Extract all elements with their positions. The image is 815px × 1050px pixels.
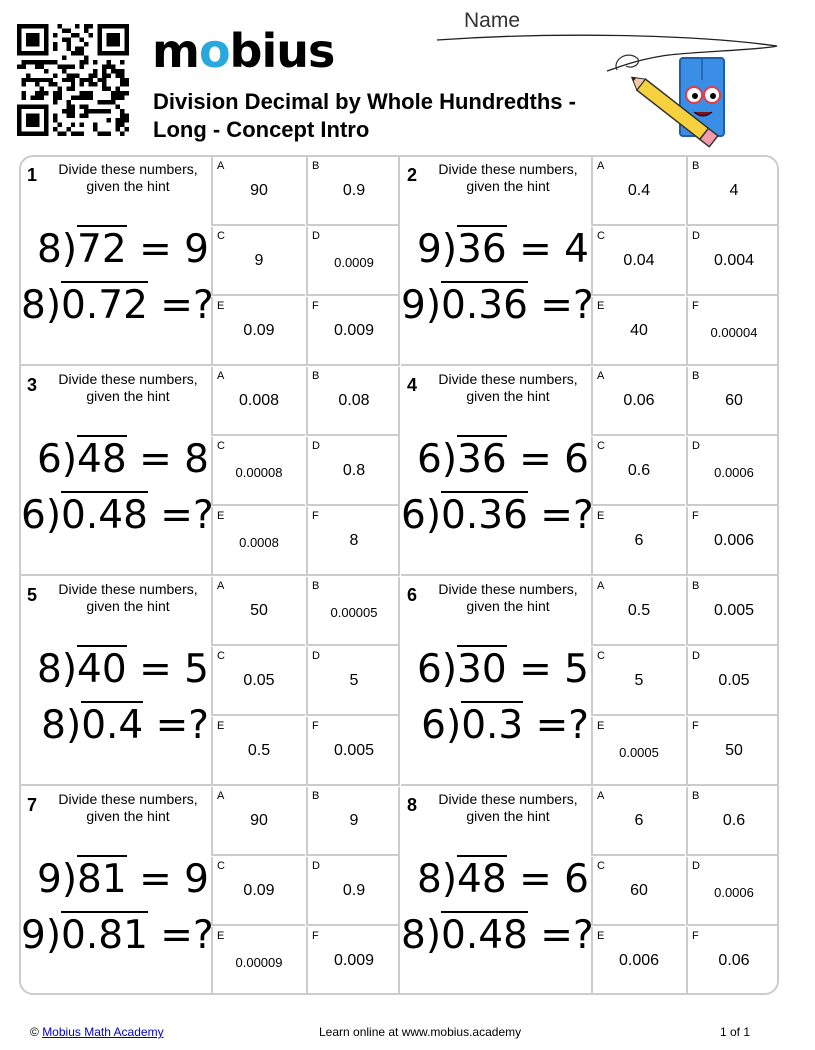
answer-option-d[interactable] xyxy=(306,857,400,926)
problem-1 xyxy=(21,157,400,366)
hint-result: 6 xyxy=(564,857,589,902)
option-value: 0.00005 xyxy=(330,605,378,620)
question-divisor: 6 xyxy=(421,703,446,748)
option-value: 0.9 xyxy=(342,182,366,199)
option-letter: C xyxy=(217,860,225,872)
option-value: 0.0005 xyxy=(619,745,659,760)
option-letter: A xyxy=(597,160,605,172)
option-value: 4 xyxy=(729,182,739,199)
problem-instruction: Divide these numbers, given the hint xyxy=(58,581,198,614)
option-value: 0.00008 xyxy=(235,465,283,480)
hint-divisor: 9 xyxy=(417,227,442,272)
answer-option-e[interactable] xyxy=(211,297,305,366)
option-value: 0.005 xyxy=(713,602,755,619)
problem-8 xyxy=(401,787,779,995)
hint-result: 9 xyxy=(184,857,209,902)
option-letter: F xyxy=(692,930,699,942)
problem-instruction: Divide these numbers, given the hint xyxy=(438,791,578,824)
option-letter: E xyxy=(597,720,605,732)
logo-accent-o: o xyxy=(198,24,230,78)
option-letter: C xyxy=(597,440,605,452)
answer-option-e[interactable] xyxy=(211,927,305,995)
hint-dividend: 48 xyxy=(457,857,507,902)
option-letter: A xyxy=(217,790,225,802)
hint-dividend: 72 xyxy=(77,227,127,272)
question-dividend: 0.36 xyxy=(441,283,528,328)
answer-option-a[interactable] xyxy=(591,157,685,226)
option-value: 0.00009 xyxy=(235,955,283,970)
option-letter: B xyxy=(312,580,320,592)
answer-option-a[interactable] xyxy=(591,367,685,436)
hint-divisor: 8 xyxy=(37,647,62,692)
option-value: 0.06 xyxy=(718,952,750,969)
option-value: 50 xyxy=(725,742,743,759)
option-letter: B xyxy=(692,580,700,592)
page-number: 1 of 1 xyxy=(720,1025,751,1039)
answer-option-f[interactable] xyxy=(686,927,779,995)
answer-option-e[interactable] xyxy=(591,297,685,366)
problem-number: 3 xyxy=(27,375,38,395)
answer-option-a[interactable] xyxy=(211,367,305,436)
answer-option-d[interactable] xyxy=(306,227,400,296)
hint-divisor: 6 xyxy=(37,437,62,482)
answer-option-b[interactable] xyxy=(306,157,400,226)
answer-option-f[interactable] xyxy=(306,507,400,576)
problem-5 xyxy=(21,577,400,786)
answer-options xyxy=(591,787,779,995)
mascot-pencil-icon xyxy=(612,40,737,155)
answer-option-e[interactable] xyxy=(591,507,685,576)
hint-equation: 8)40 = 5 xyxy=(37,647,209,692)
hint-divisor: 8 xyxy=(417,857,442,902)
answer-option-d[interactable] xyxy=(306,437,400,506)
question-result: ? xyxy=(192,493,214,538)
answer-option-c[interactable] xyxy=(591,857,685,926)
hint-result: 9 xyxy=(184,227,209,272)
mobius-academy-link[interactable]: Mobius Math Academy xyxy=(42,1025,164,1039)
option-letter: A xyxy=(217,160,225,172)
answer-option-d[interactable] xyxy=(686,437,779,506)
option-value: 60 xyxy=(725,392,743,409)
question-equation: 6)0.48 =? xyxy=(21,493,214,538)
question-equation: 6)0.36 =? xyxy=(401,493,594,538)
hint-divisor: 9 xyxy=(37,857,62,902)
option-letter: B xyxy=(692,370,700,382)
question-dividend: 0.3 xyxy=(461,703,524,748)
option-value: 40 xyxy=(630,322,648,339)
hint-dividend: 36 xyxy=(457,437,507,482)
option-value: 0.8 xyxy=(342,462,366,479)
option-value: 0.09 xyxy=(243,882,275,899)
option-value: 0.6 xyxy=(627,462,651,479)
hint-divisor: 6 xyxy=(417,647,442,692)
hint-dividend: 40 xyxy=(77,647,127,692)
option-letter: F xyxy=(692,300,699,312)
answer-option-c[interactable] xyxy=(211,437,305,506)
option-letter: F xyxy=(312,930,319,942)
problem-number: 7 xyxy=(27,795,38,815)
hint-result: 4 xyxy=(564,227,589,272)
problem-instruction: Divide these numbers, given the hint xyxy=(438,161,578,194)
question-dividend: 0.48 xyxy=(61,493,148,538)
option-letter: A xyxy=(597,580,605,592)
option-letter: C xyxy=(217,650,225,662)
option-value: 0.9 xyxy=(342,882,366,899)
question-equation: 9)0.81 =? xyxy=(21,913,214,958)
option-value: 0.5 xyxy=(247,742,271,759)
option-letter: E xyxy=(217,930,225,942)
question-result: ? xyxy=(568,703,589,748)
problem-6 xyxy=(401,577,779,786)
question-result: ? xyxy=(192,913,214,958)
option-letter: B xyxy=(312,790,320,802)
option-letter: D xyxy=(692,440,700,452)
answer-option-d[interactable] xyxy=(306,647,400,716)
answer-option-a[interactable] xyxy=(211,577,305,646)
answer-option-e[interactable] xyxy=(591,927,685,995)
name-label: Name xyxy=(464,9,521,32)
footer-learn-online: Learn online at www.mobius.academy xyxy=(319,1025,522,1039)
option-value: 0.05 xyxy=(718,672,750,689)
answer-option-b[interactable] xyxy=(686,367,779,436)
option-value: 0.06 xyxy=(623,392,655,409)
answer-option-f[interactable] xyxy=(306,927,400,995)
problem-instruction: Divide these numbers, given the hint xyxy=(58,371,198,404)
question-dividend: 0.72 xyxy=(61,283,148,328)
hint-dividend: 48 xyxy=(77,437,127,482)
hint-dividend: 36 xyxy=(457,227,507,272)
question-divisor: 8 xyxy=(21,283,46,328)
option-letter: B xyxy=(312,160,320,172)
mobius-logo xyxy=(152,26,334,76)
problem-7 xyxy=(21,787,400,995)
option-letter: E xyxy=(597,510,605,522)
hint-equation: 9)36 = 4 xyxy=(417,227,589,272)
option-value: 0.009 xyxy=(333,322,375,339)
option-value: 90 xyxy=(250,182,268,199)
option-value: 0.0006 xyxy=(714,885,754,900)
question-equation: 8)0.4 =? xyxy=(41,703,209,748)
question-result: ? xyxy=(192,283,214,328)
option-letter: E xyxy=(217,720,225,732)
answer-options xyxy=(211,577,400,786)
answer-option-e[interactable] xyxy=(211,507,305,576)
hint-equation: 6)36 = 6 xyxy=(417,437,589,482)
answer-option-e[interactable] xyxy=(591,717,685,786)
option-letter: D xyxy=(692,860,700,872)
option-letter: A xyxy=(217,580,225,592)
copyright-symbol: © xyxy=(30,1025,39,1039)
worksheet-title xyxy=(153,88,653,144)
problem-2 xyxy=(401,157,779,366)
hint-equation: 8)48 = 6 xyxy=(417,857,589,902)
option-letter: C xyxy=(597,860,605,872)
hint-equation: 9)81 = 9 xyxy=(37,857,209,902)
option-value: 0.009 xyxy=(333,952,375,969)
option-value: 0.00004 xyxy=(710,325,758,340)
option-letter: C xyxy=(597,230,605,242)
option-letter: B xyxy=(312,370,320,382)
answer-option-c[interactable] xyxy=(591,647,685,716)
question-divisor: 9 xyxy=(21,913,46,958)
question-divisor: 9 xyxy=(401,283,426,328)
answer-option-c[interactable] xyxy=(211,857,305,926)
option-letter: D xyxy=(692,650,700,662)
answer-option-c[interactable] xyxy=(211,647,305,716)
option-letter: C xyxy=(217,440,225,452)
hint-divisor: 8 xyxy=(37,227,62,272)
question-divisor: 8 xyxy=(41,703,66,748)
answer-option-a[interactable] xyxy=(211,787,305,856)
answer-option-b[interactable] xyxy=(306,787,400,856)
answer-option-a[interactable] xyxy=(591,787,685,856)
question-divisor: 6 xyxy=(21,493,46,538)
option-letter: A xyxy=(597,370,605,382)
problem-number: 8 xyxy=(407,795,418,815)
qr-code xyxy=(17,24,129,136)
option-letter: F xyxy=(692,720,699,732)
answer-option-f[interactable] xyxy=(306,297,400,366)
hint-result: 6 xyxy=(564,437,589,482)
answer-option-b[interactable] xyxy=(306,577,400,646)
question-result: ? xyxy=(188,703,209,748)
question-result: ? xyxy=(572,283,594,328)
option-letter: D xyxy=(312,860,320,872)
option-value: 5 xyxy=(634,672,644,689)
answer-option-f[interactable] xyxy=(686,717,779,786)
answer-option-b[interactable] xyxy=(686,787,779,856)
question-dividend: 0.48 xyxy=(441,913,528,958)
question-result: ? xyxy=(572,913,594,958)
option-value: 0.05 xyxy=(243,672,275,689)
problem-number: 4 xyxy=(407,375,418,395)
answer-option-f[interactable] xyxy=(686,507,779,576)
option-value: 9 xyxy=(349,812,359,829)
option-value: 0.008 xyxy=(238,392,280,409)
option-letter: E xyxy=(597,930,605,942)
answer-option-c[interactable] xyxy=(591,227,685,296)
hint-result: 5 xyxy=(564,647,589,692)
option-letter: F xyxy=(312,720,319,732)
option-letter: F xyxy=(312,510,319,522)
problem-instruction: Divide these numbers, given the hint xyxy=(438,581,578,614)
problem-number: 6 xyxy=(407,585,418,605)
option-letter: F xyxy=(312,300,319,312)
question-dividend: 0.4 xyxy=(81,703,144,748)
answer-option-a[interactable] xyxy=(591,577,685,646)
option-value: 0.006 xyxy=(618,952,660,969)
answer-option-b[interactable] xyxy=(306,367,400,436)
answer-option-c[interactable] xyxy=(211,227,305,296)
option-letter: C xyxy=(217,230,225,242)
option-value: 0.0009 xyxy=(334,255,374,270)
option-value: 0.4 xyxy=(627,182,651,199)
answer-option-a[interactable] xyxy=(211,157,305,226)
answer-option-e[interactable] xyxy=(211,717,305,786)
option-value: 0.0008 xyxy=(239,535,279,550)
problem-number: 1 xyxy=(27,165,38,185)
option-value: 0.0006 xyxy=(714,465,754,480)
option-letter: B xyxy=(692,790,700,802)
footer-copyright xyxy=(30,1025,164,1039)
question-equation: 8)0.48 =? xyxy=(401,913,594,958)
question-result: ? xyxy=(572,493,594,538)
answer-option-f[interactable] xyxy=(306,717,400,786)
option-value: 60 xyxy=(630,882,648,899)
option-value: 6 xyxy=(634,812,644,829)
option-letter: B xyxy=(692,160,700,172)
question-divisor: 6 xyxy=(401,493,426,538)
option-value: 0.005 xyxy=(333,742,375,759)
hint-dividend: 81 xyxy=(77,857,127,902)
answer-option-d[interactable] xyxy=(686,857,779,926)
answer-options xyxy=(591,157,779,366)
answer-options xyxy=(211,157,400,366)
option-value: 0.09 xyxy=(243,322,275,339)
logo-text: mobius xyxy=(152,24,335,78)
answer-option-f[interactable] xyxy=(686,297,779,366)
option-letter: C xyxy=(597,650,605,662)
option-value: 5 xyxy=(349,672,359,689)
option-letter: F xyxy=(692,510,699,522)
answer-option-b[interactable] xyxy=(686,577,779,646)
hint-divisor: 6 xyxy=(417,437,442,482)
problem-instruction: Divide these numbers, given the hint xyxy=(58,161,198,194)
problem-3 xyxy=(21,367,400,576)
option-value: 9 xyxy=(254,252,264,269)
title-line-2: Long - Concept Intro xyxy=(153,117,370,142)
answer-options xyxy=(591,577,779,786)
option-letter: D xyxy=(312,440,320,452)
problem-4 xyxy=(401,367,779,576)
problem-number: 5 xyxy=(27,585,38,605)
title-line-1: Division Decimal by Whole Hundredths - xyxy=(153,89,576,114)
option-letter: E xyxy=(597,300,605,312)
hint-equation: 6)48 = 8 xyxy=(37,437,209,482)
option-value: 0.04 xyxy=(623,252,655,269)
option-letter: D xyxy=(692,230,700,242)
option-value: 0.004 xyxy=(713,252,755,269)
option-letter: D xyxy=(312,230,320,242)
option-letter: E xyxy=(217,510,225,522)
answer-options xyxy=(591,367,779,576)
option-letter: D xyxy=(312,650,320,662)
question-equation: 9)0.36 =? xyxy=(401,283,594,328)
hint-dividend: 30 xyxy=(457,647,507,692)
answer-option-b[interactable] xyxy=(686,157,779,226)
hint-result: 8 xyxy=(184,437,209,482)
problem-instruction: Divide these numbers, given the hint xyxy=(58,791,198,824)
option-value: 6 xyxy=(634,532,644,549)
question-equation: 8)0.72 =? xyxy=(21,283,214,328)
hint-equation: 8)72 = 9 xyxy=(37,227,209,272)
option-value: 0.006 xyxy=(713,532,755,549)
problems-grid xyxy=(19,155,779,995)
option-value: 50 xyxy=(250,602,268,619)
option-letter: E xyxy=(217,300,225,312)
answer-option-d[interactable] xyxy=(686,647,779,716)
option-value: 90 xyxy=(250,812,268,829)
answer-options xyxy=(211,367,400,576)
answer-option-d[interactable] xyxy=(686,227,779,296)
option-letter: A xyxy=(217,370,225,382)
option-letter: A xyxy=(597,790,605,802)
option-value: 0.6 xyxy=(722,812,746,829)
question-equation: 6)0.3 =? xyxy=(421,703,589,748)
option-value: 8 xyxy=(349,532,359,549)
hint-result: 5 xyxy=(184,647,209,692)
question-dividend: 0.81 xyxy=(61,913,148,958)
question-divisor: 8 xyxy=(401,913,426,958)
problem-instruction: Divide these numbers, given the hint xyxy=(438,371,578,404)
question-dividend: 0.36 xyxy=(441,493,528,538)
hint-equation: 6)30 = 5 xyxy=(417,647,589,692)
option-value: 0.08 xyxy=(338,392,370,409)
problem-number: 2 xyxy=(407,165,418,185)
option-value: 0.5 xyxy=(627,602,651,619)
answer-option-c[interactable] xyxy=(591,437,685,506)
answer-options xyxy=(211,787,400,995)
